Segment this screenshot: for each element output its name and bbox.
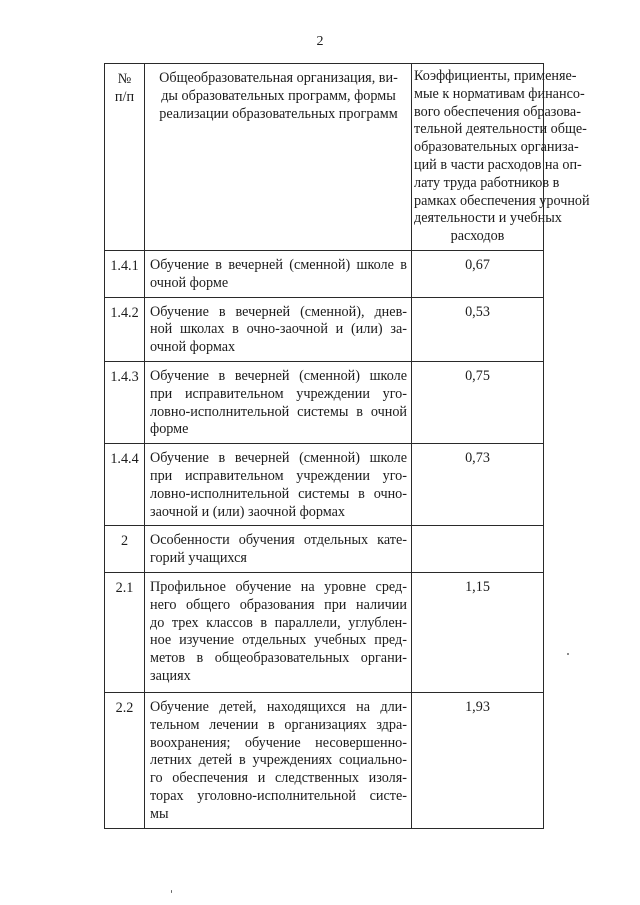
row-description-line: очной форме <box>150 274 229 291</box>
header-coefficients-line: мые к нормативам финансо- <box>414 85 585 102</box>
row-description-line: ловно-исполнительной системы в очно- <box>150 485 407 502</box>
header-coefficients-line: рамках обеспечения урочной <box>414 192 590 209</box>
row-coefficient <box>412 526 544 573</box>
row-description-line: го обеспечения и следственных изоля- <box>150 770 407 787</box>
header-coefficients <box>412 64 590 251</box>
header-coefficients-line: ций в части расходов на оп- <box>414 156 582 173</box>
scan-speck <box>567 653 569 655</box>
header-organization <box>145 64 412 251</box>
row-number: 1.4.4 <box>105 444 145 526</box>
row-description <box>145 572 412 692</box>
row-description-line: Обучение в вечерней (сменной), днев- <box>150 303 407 320</box>
row-number: 1.4.3 <box>105 361 145 443</box>
header-organization-line: ды образовательных программ, формы <box>161 87 396 104</box>
header-coefficients-line: деятельности и учебных <box>414 210 562 227</box>
page-number: 2 <box>316 34 324 49</box>
table-row <box>105 297 544 361</box>
row-description-line: горий учащихся <box>150 550 247 567</box>
row-description <box>145 526 412 573</box>
row-number: 2 <box>105 526 145 573</box>
row-description <box>145 297 412 361</box>
row-description <box>145 251 412 298</box>
row-description-line: него общего образования при наличии <box>150 596 407 613</box>
row-description-line: торах уголовно-исполнительной систе- <box>150 787 407 804</box>
header-coefficients-line: вого обеспечения образова- <box>414 103 581 120</box>
row-coefficient: 0,67 <box>412 251 544 298</box>
header-coefficients-line: Коэффициенты, применяе- <box>414 68 577 84</box>
row-description-line: Обучение в вечерней (сменной) школе <box>150 367 407 384</box>
row-description-line: при исправительном учреждении уго- <box>150 467 407 484</box>
row-number: 1.4.2 <box>105 297 145 361</box>
row-description-line: Обучение в вечерней (сменной) школе в <box>150 257 407 273</box>
coefficients-table <box>104 63 590 829</box>
row-description-line: заочной и (или) заочной формах <box>150 503 346 520</box>
row-description-line: Обучение в вечерней (сменной) школе <box>150 450 407 467</box>
row-description-line: тельном лечении в организациях здра- <box>150 716 407 733</box>
header-coefficients-line: лату труда работников в <box>414 174 560 191</box>
row-coefficient: 0,73 <box>412 444 544 526</box>
row-description-line: зациях <box>150 667 191 684</box>
row-description-line: Особенности обучения отдельных кате- <box>150 532 407 549</box>
row-description-line: Профильное обучение на уровне сред- <box>150 578 407 595</box>
header-number <box>105 64 145 251</box>
header-coefficients-line: тельной деятельности обще- <box>414 121 587 138</box>
header-number-line: п/п <box>114 88 135 105</box>
row-number: 2.2 <box>105 692 145 828</box>
row-description <box>145 361 412 443</box>
header-coefficients-line: расходов <box>450 228 505 245</box>
row-coefficient: 1,93 <box>412 692 544 828</box>
row-number: 1.4.1 <box>105 251 145 298</box>
table-row <box>105 572 544 692</box>
row-description-line: до трех классов в параллели, углублен- <box>150 614 407 631</box>
row-description-line: ное изучение отдельных учебных пред- <box>150 632 407 649</box>
row-coefficient: 0,75 <box>412 361 544 443</box>
table-row <box>105 526 544 573</box>
header-organization-line: реализации образовательных программ <box>159 105 398 122</box>
row-description-line: при исправительном учреждении уго- <box>150 385 407 402</box>
table-row <box>105 692 544 828</box>
table-row <box>105 444 544 526</box>
row-coefficient: 1,15 <box>412 572 544 692</box>
table-row <box>105 361 544 443</box>
row-description <box>145 692 412 828</box>
row-number: 2.1 <box>105 572 145 692</box>
row-description-line: Обучение детей, находящихся на дли- <box>150 698 407 715</box>
row-description-line: очной формах <box>150 339 236 356</box>
header-organization-line: Общеобразовательная организация, ви- <box>159 70 398 86</box>
row-description-line: форме <box>150 421 189 438</box>
table-header-row <box>105 64 544 251</box>
scan-speck <box>171 890 172 893</box>
header-number-line: № <box>117 71 132 87</box>
row-description <box>145 444 412 526</box>
row-coefficient: 0,53 <box>412 297 544 361</box>
row-description-line: ной школах в очно-заочной и (или) за- <box>150 321 407 338</box>
row-description-line: метов в общеобразовательных органи- <box>150 650 407 667</box>
row-description-line: летних детей в учреждениях социально- <box>150 752 407 769</box>
row-description-line: воохранения; обучение несовершенно- <box>150 734 407 751</box>
header-coefficients-line: образовательных организа- <box>414 139 579 156</box>
table-row <box>105 251 544 298</box>
row-description-line: ловно-исполнительной системы в очной <box>150 403 407 420</box>
row-description-line: мы <box>150 805 169 822</box>
